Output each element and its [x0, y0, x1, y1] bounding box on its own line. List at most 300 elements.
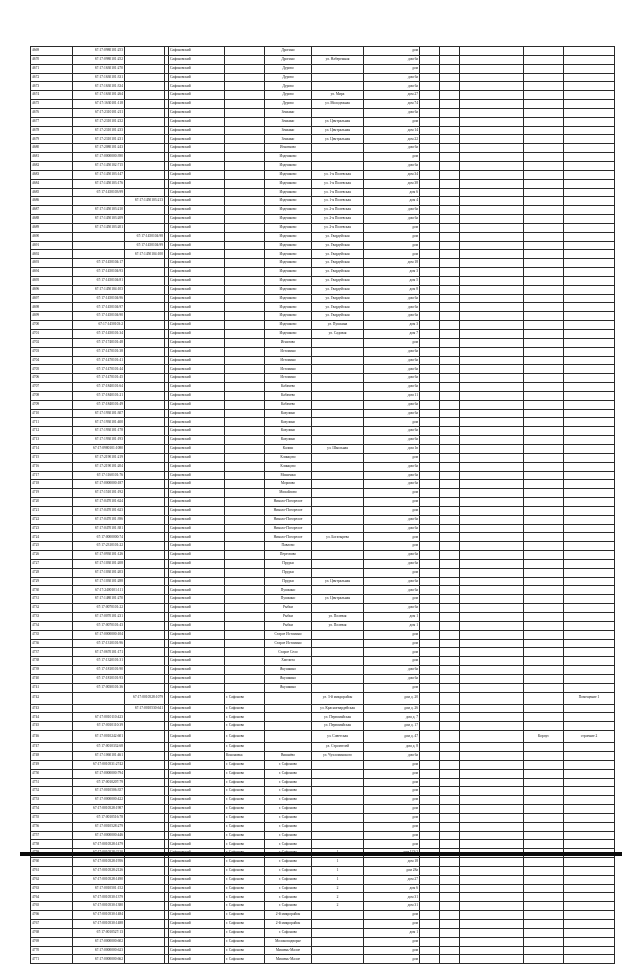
table-cell: Дурово [265, 64, 312, 73]
table-cell: 67:17:0010530:1379 [73, 893, 125, 902]
table-cell [460, 621, 524, 630]
table-cell [460, 683, 524, 692]
table-cell [524, 551, 564, 560]
table-cell [125, 427, 165, 436]
table-cell [460, 259, 524, 268]
table-cell [460, 241, 524, 250]
table-cell: Сафоновский [169, 347, 225, 356]
table-cell: 4677 [31, 117, 73, 126]
table-cell [420, 153, 440, 162]
table-cell [564, 704, 615, 713]
table-cell: Истомино [265, 347, 312, 356]
table-cell: Сафоновский [169, 920, 225, 929]
table-cell [125, 840, 165, 849]
table-cell [440, 321, 460, 330]
table-cell [460, 215, 524, 224]
table-cell: дом д. 7 [364, 713, 420, 722]
table-cell: Клинцово [265, 453, 312, 462]
table-cell: Сафоновский [169, 55, 225, 64]
table-cell [440, 884, 460, 893]
table-cell [312, 796, 364, 805]
table-cell: 67:17:1840101:49 [73, 400, 125, 409]
table-cell: Сафоновский [169, 568, 225, 577]
table-cell: дом 6а [364, 312, 420, 321]
table-cell: 67:17:0010530:1380 [73, 902, 125, 911]
table-cell: дом [364, 769, 420, 778]
table-cell [564, 47, 615, 56]
table-cell: 4705 [31, 365, 73, 374]
table-cell [460, 722, 524, 731]
table-cell [460, 312, 524, 321]
table-cell [440, 796, 460, 805]
table-cell [312, 436, 364, 445]
table-cell [564, 144, 615, 153]
table-cell [125, 586, 165, 595]
table-cell: Сафоновский [169, 515, 225, 524]
table-cell: 4693 [31, 259, 73, 268]
table-cell: 67:17:1060101:461 [73, 751, 125, 760]
table-cell [564, 153, 615, 162]
table-row [31, 533, 615, 542]
table-row [31, 551, 615, 560]
table-cell [460, 760, 524, 769]
table-cell: 67:17:1450103:201 [73, 223, 125, 232]
table-cell: ул. Центральная [312, 117, 364, 126]
table-cell [564, 822, 615, 831]
table-cell [312, 347, 364, 356]
table-cell [312, 813, 364, 822]
table-cell [225, 586, 265, 595]
table-cell [564, 533, 615, 542]
table-cell [125, 321, 165, 330]
table-cell [125, 223, 165, 232]
table-cell: 67:17:0000000:623 [73, 946, 125, 955]
table-row [31, 268, 615, 277]
table-row [31, 769, 615, 778]
table-cell: 67:17:1450104:99 [125, 241, 165, 250]
table-cell [420, 639, 440, 648]
table-cell [125, 621, 165, 630]
table-cell: г. Сафоново [265, 875, 312, 884]
table-cell [440, 760, 460, 769]
table-cell [524, 542, 564, 551]
table-cell [225, 47, 265, 56]
table-cell [524, 506, 564, 515]
table-cell: Дрогино [265, 55, 312, 64]
table-cell [440, 117, 460, 126]
table-cell [312, 47, 364, 56]
table-cell [420, 471, 440, 480]
table-cell [440, 276, 460, 285]
table-cell [460, 692, 524, 704]
table-cell [440, 444, 460, 453]
table-cell [440, 365, 460, 374]
table-cell [440, 722, 460, 731]
table-cell [225, 639, 265, 648]
table-cell [564, 179, 615, 188]
table-cell [225, 55, 265, 64]
table-cell [460, 409, 524, 418]
table-cell [564, 778, 615, 787]
table-cell [460, 559, 524, 568]
table-cell: Сафоновский [169, 179, 225, 188]
table-cell: дом 6а [364, 427, 420, 436]
table-cell: Сафоновский [169, 206, 225, 215]
table-cell: Издешково [265, 170, 312, 179]
table-cell [524, 73, 564, 82]
table-cell [225, 108, 265, 117]
table-cell [460, 453, 524, 462]
table-cell [125, 374, 165, 383]
table-cell: Сафоновский [169, 144, 225, 153]
table-cell: 4707 [31, 383, 73, 392]
table-cell [225, 241, 265, 250]
table-cell [440, 805, 460, 814]
table-cell: ул. Богатырева [312, 533, 364, 542]
table-cell [73, 197, 125, 206]
table-cell: дом д. 20 [364, 692, 420, 704]
table-cell [125, 515, 165, 524]
table-cell: г. Сафоново [225, 866, 265, 875]
table-cell [460, 639, 524, 648]
table-cell: ул. Строителей [312, 743, 364, 752]
table-cell [460, 285, 524, 294]
table-cell [524, 347, 564, 356]
table-cell: Николо-Погорелое [265, 515, 312, 524]
table-cell: 67:17:0070101:22 [73, 604, 125, 613]
table-cell: 67:17:1630101:270 [73, 64, 125, 73]
table-row [31, 347, 615, 356]
table-cell: дом 6а [364, 524, 420, 533]
table-cell [225, 462, 265, 471]
table-row [31, 858, 615, 867]
table-cell: 67:17:0980101:1080 [73, 444, 125, 453]
table-cell: дом 6а [364, 144, 420, 153]
table-cell: Издешково [265, 197, 312, 206]
table-cell [564, 674, 615, 683]
table-cell [524, 312, 564, 321]
table-cell [524, 82, 564, 91]
table-cell [564, 515, 615, 524]
table-cell: 4703 [31, 347, 73, 356]
table-cell [460, 731, 524, 743]
table-cell [420, 489, 440, 498]
table-cell: 67:17:2190101:219 [73, 453, 125, 462]
table-cell [312, 506, 364, 515]
table-cell [524, 453, 564, 462]
table-cell: дом [364, 840, 420, 849]
table-cell [460, 418, 524, 427]
table-cell: дом 6а [364, 436, 420, 445]
table-cell: 4725 [31, 542, 73, 551]
table-cell: ул. Гвардейская [312, 303, 364, 312]
table-cell: 4748 [31, 751, 73, 760]
table-cell [440, 928, 460, 937]
table-cell: 4750 [31, 769, 73, 778]
table-cell [564, 100, 615, 109]
table-cell [440, 400, 460, 409]
table-cell: г. Сафоново [265, 840, 312, 849]
table-cell [524, 595, 564, 604]
table-cell: Казулино [265, 427, 312, 436]
table-cell: ул. Мира [312, 91, 364, 100]
table-cell [225, 215, 265, 224]
table-cell: Сафоновский [169, 813, 225, 822]
table-cell: дом 38 [364, 179, 420, 188]
table-cell: Рыбки [265, 604, 312, 613]
table-cell [125, 769, 165, 778]
table-cell: дом [364, 223, 420, 232]
table-cell: дом 7 [364, 330, 420, 339]
table-cell [125, 268, 165, 277]
table-cell: ул. 1-я Полевская [312, 188, 364, 197]
table-cell [225, 418, 265, 427]
table-cell: 4689 [31, 223, 73, 232]
table-cell: ул. Гвардейская [312, 294, 364, 303]
table-cell [420, 683, 440, 692]
table-cell [125, 135, 165, 144]
table-cell [420, 559, 440, 568]
table-row [31, 374, 615, 383]
table-cell [225, 64, 265, 73]
table-cell [564, 666, 615, 675]
table-cell: 67:17:1160101:76 [73, 471, 125, 480]
table-cell [125, 787, 165, 796]
table-cell [564, 259, 615, 268]
table-cell: дом 22 [364, 135, 420, 144]
table-cell [524, 418, 564, 427]
table-cell: 67:17:0010528:1079 [125, 692, 165, 704]
table-cell: г. Сафоново [265, 928, 312, 937]
table-cell [420, 409, 440, 418]
table-cell: дом [364, 937, 420, 946]
table-cell [125, 551, 165, 560]
table-cell [524, 206, 564, 215]
table-cell [440, 294, 460, 303]
table-cell: Дурово [265, 100, 312, 109]
table-cell: г. Сафоново [225, 884, 265, 893]
table-row [31, 743, 615, 752]
table-cell: Сафоновский [169, 805, 225, 814]
table-cell [524, 91, 564, 100]
table-cell [460, 347, 524, 356]
table-cell [125, 391, 165, 400]
table-cell: Сафоновский [169, 713, 225, 722]
table-cell: Помещение 1 [564, 692, 615, 704]
table-cell [460, 356, 524, 365]
table-cell [125, 91, 165, 100]
table-row [31, 241, 615, 250]
table-cell [440, 55, 460, 64]
table-cell [440, 330, 460, 339]
table-cell [524, 338, 564, 347]
table-cell [312, 471, 364, 480]
table-cell [125, 568, 165, 577]
table-cell [420, 769, 440, 778]
table-cell: 67:17:1840101:64 [73, 383, 125, 392]
table-cell: Сафоновский [169, 427, 225, 436]
table-cell: 4685 [31, 188, 73, 197]
table-cell: 4719 [31, 489, 73, 498]
table-cell [524, 100, 564, 109]
table-cell [420, 285, 440, 294]
table-cell: 4754 [31, 805, 73, 814]
table-cell [312, 559, 364, 568]
table-cell: Сафоновский [169, 365, 225, 374]
table-cell [225, 674, 265, 683]
table-cell: Сафоновский [169, 955, 225, 964]
table-cell [420, 692, 440, 704]
table-cell: г. Сафоново [225, 911, 265, 920]
table-cell [125, 108, 165, 117]
table-cell [564, 805, 615, 814]
table-cell [524, 524, 564, 533]
table-cell [460, 787, 524, 796]
table-cell [460, 875, 524, 884]
table-cell [460, 391, 524, 400]
table-cell [225, 604, 265, 613]
table-cell [125, 955, 165, 964]
table-cell: дом [364, 153, 420, 162]
table-cell: ул. Пушкина [312, 321, 364, 330]
table-cell [440, 285, 460, 294]
table-cell: 67:17:0010207:79 [73, 778, 125, 787]
table-row [31, 613, 615, 622]
table-cell [460, 796, 524, 805]
table-cell [440, 471, 460, 480]
table-cell: г. Сафоново [265, 831, 312, 840]
table-cell [524, 875, 564, 884]
table-cell [440, 840, 460, 849]
table-cell: Сафоновский [169, 884, 225, 893]
table-cell [440, 604, 460, 613]
table-cell: ул. Чухломинского [312, 751, 364, 760]
table-cell: дом [364, 955, 420, 964]
table-cell [312, 639, 364, 648]
table-cell: дом 6а [364, 383, 420, 392]
table-cell [440, 577, 460, 586]
table-cell [420, 884, 440, 893]
table-cell [440, 453, 460, 462]
table-cell: Сафоновский [169, 73, 225, 82]
table-row [31, 577, 615, 586]
table-cell [265, 692, 312, 704]
table-cell: ул. Центральная [312, 126, 364, 135]
table-cell: 67:17:1450103:2 [73, 321, 125, 330]
table-cell: строение 2 [564, 731, 615, 743]
table-cell [225, 480, 265, 489]
table-cell [440, 506, 460, 515]
table-cell [125, 100, 165, 109]
table-cell [312, 586, 364, 595]
table-cell: 67:17:1470101:44 [73, 365, 125, 374]
table-cell: г. Сафоново [225, 704, 265, 713]
table-row [31, 751, 615, 760]
table-cell: г. Сафоново [225, 813, 265, 822]
table-cell: ул. 2-я Полевская [312, 206, 364, 215]
table-cell [460, 135, 524, 144]
table-cell: ул. Садовая [312, 330, 364, 339]
table-cell: г. Сафоново [225, 902, 265, 911]
table-row [31, 920, 615, 929]
table-cell [225, 135, 265, 144]
table-cell [460, 170, 524, 179]
table-cell: дом [364, 498, 420, 507]
table-cell [460, 713, 524, 722]
table-cell [440, 542, 460, 551]
table-cell [420, 911, 440, 920]
table-cell: дом 6а [364, 374, 420, 383]
table-cell: г. Сафоново [225, 858, 265, 867]
table-cell: ул. Центральная [312, 135, 364, 144]
table-cell [125, 409, 165, 418]
table-cell: Истомино [265, 374, 312, 383]
table-cell: дом 28а [364, 866, 420, 875]
table-cell: г. Сафоново [225, 722, 265, 731]
table-cell [460, 568, 524, 577]
table-cell: Сафоновский [169, 188, 225, 197]
table-cell: ул. 2-я Полевская [312, 215, 364, 224]
table-cell [225, 365, 265, 374]
table-cell: дом [364, 47, 420, 56]
table-cell [564, 604, 615, 613]
table-cell [524, 937, 564, 946]
table-cell [125, 82, 165, 91]
table-cell: 4743 [31, 704, 73, 713]
table-cell: 67:17:0470101:624 [73, 498, 125, 507]
table-cell [420, 722, 440, 731]
table-row [31, 515, 615, 524]
table-cell: 4770 [31, 946, 73, 955]
table-cell [225, 559, 265, 568]
table-cell [564, 188, 615, 197]
table-cell: 67:17:0010516:78 [73, 813, 125, 822]
table-cell [225, 374, 265, 383]
table-cell: 4694 [31, 268, 73, 277]
table-cell [460, 117, 524, 126]
table-cell: 4691 [31, 241, 73, 250]
table-cell [125, 276, 165, 285]
table-cell: Сафоновский [169, 444, 225, 453]
table-cell: Корпус [524, 731, 564, 743]
table-cell [225, 444, 265, 453]
table-cell [564, 444, 615, 453]
page-bottom-rule [20, 852, 622, 856]
table-cell [420, 666, 440, 675]
table-cell: дом 6а [364, 206, 420, 215]
table-cell [225, 356, 265, 365]
table-cell [125, 683, 165, 692]
table-cell [440, 533, 460, 542]
table-cell [125, 188, 165, 197]
table-row [31, 338, 615, 347]
table-cell [420, 365, 440, 374]
table-cell: 67:17:2080101:243 [73, 144, 125, 153]
table-cell [420, 108, 440, 117]
table-row [31, 453, 615, 462]
table-cell: дом д. 26 [364, 704, 420, 713]
table-cell: Сафоновский [169, 648, 225, 657]
table-cell: дом 14 [364, 126, 420, 135]
table-cell: 67:17:0000000:602 [73, 937, 125, 946]
table-cell [440, 639, 460, 648]
table-cell [460, 303, 524, 312]
table-cell: 4686 [31, 197, 73, 206]
table-cell [125, 657, 165, 666]
table-cell [564, 858, 615, 867]
table-cell: Сафоновский [169, 153, 225, 162]
table-cell [225, 250, 265, 259]
